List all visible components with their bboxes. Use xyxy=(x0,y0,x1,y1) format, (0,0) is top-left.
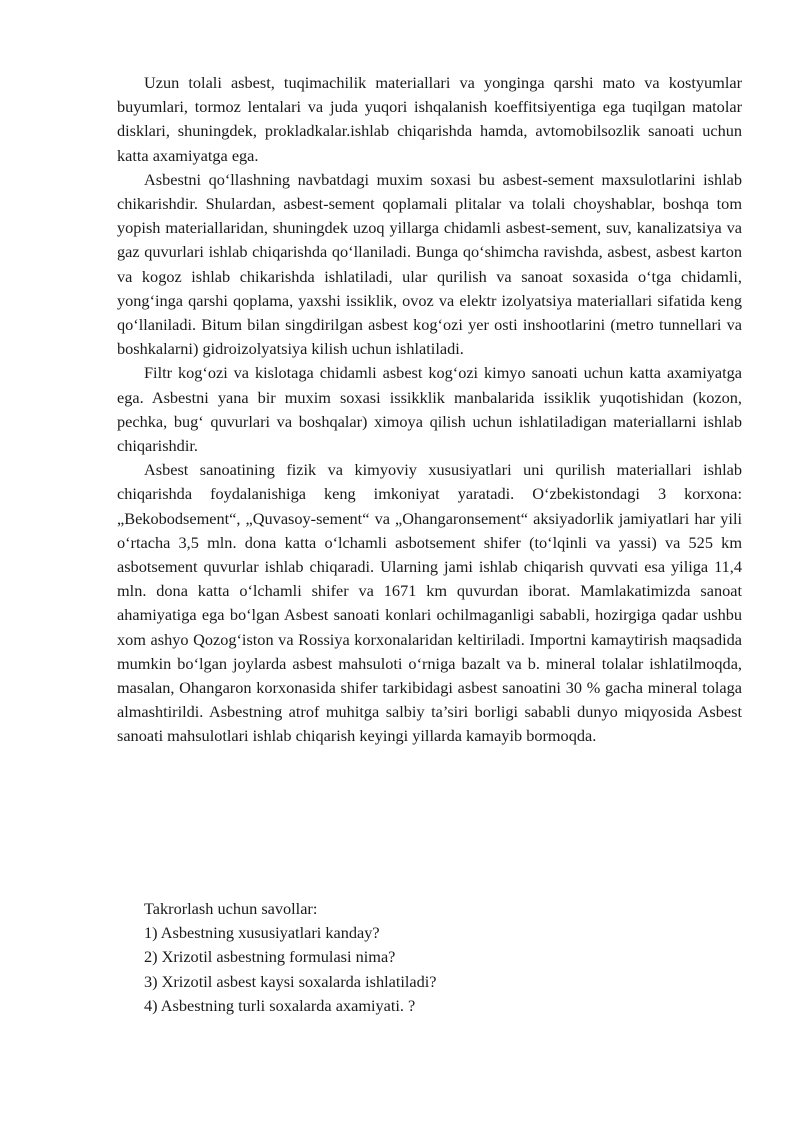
paragraph-4: Asbest sanoatining fizik va kimyoviy xususiyatlari uni qurilish materiallari ishlab chiqarishda foydalanishiga keng imkoniyat yaratadi. O‘zbekistondagi 3 korxona: „Bekobodsement“, „Quvasoy-sement“ va „Ohangaronsement“ aksiyadorlik jamiyatlari har yili o‘rtacha 3,5 mln. dona katta o‘lchamli asbotsement shifer (to‘lqinli va yassi) va 525 km asbotsement quvurlar ishlab chiqaradi. Ularning jami ishlab chiqarish quvvati esa yiliga 11,4 mln. dona katta o‘lchamli shifer va 1671 km quvurdan iborat. Mamlakatimizda sanoat ahamiyatiga ega bo‘lgan Asbest sanoati konlari ochilmaganligi sababli, hozirgiga qadar ushbu xom ashyo Qozog‘iston va Rossiya korxonalaridan keltiriladi. Importni kamaytirish maqsadida mumkin bo‘lgan joylarda asbest mahsuloti o‘rniga bazalt va b. mineral tolalar ishlatilmoqda, masalan, Ohangaron korxonasida shifer tarkibidagi asbest sanoatini 30 % gacha mineral tolaga almashtirildi. Asbestning atrof muhitga salbiy ta’siri borligi sababli dunyo miqyosida Asbest sanoati mahsulotlari ishlab chiqarish keyingi yillarda kamayib bormoqda. xyxy=(117,460,742,746)
question-item: 4) Asbestning turli soxalarda axamiyati. ? xyxy=(144,995,416,1015)
paragraph-2: Asbestni qo‘llashning navbatdagi muxim soxasi bu asbest-sement maxsulotlarini ishlab chikarishdir. Shulardan, asbest-sement qoplamali plitalar va tolali choyshablar, boshqa tom yopish materiallaridan, shuningdek uzoq yillarga chidamli asbest-sement, suv, kanalizatsiya va gaz quvurlari ishlab chiqarishda qo‘llaniladi. Bunga qo‘shimcha ravishda, asbest, asbest karton va kogoz ishlab chikarishda ishlatiladi, ular qurilish va sanoat soxasida o‘tga chidamli, yong‘inga qarshi qoplama, yaxshi issiklik, ovoz va elektr izolyatsiya materiallari sifatida keng qo‘llaniladi. Bitum bilan singdirilgan asbest kog‘ozi yer osti inshootlarini (metro tunnellari va boshkalarni) gidroizolyatsiya kilish uchun ishlatiladi. xyxy=(117,169,742,359)
paragraph-3: Filtr kog‘ozi va kislotaga chidamli asbest kog‘ozi kimyo sanoati uchun katta axamiyatga ega. Asbestni yana bir muxim soxasi issikklik manbalarida issiklik yuqotishidan (kozon, pechka, bug‘ quvurlari va boshqalar) ximoya qilish uchun ishlatiladigan materiallarni ishlab chiqarishdir. xyxy=(117,363,742,456)
paragraph-1: Uzun tolali asbest, tuqimachilik materiallari va yonginga qarshi mato va kostyumlar buyumlari, tormoz lentalari va juda yuqori ishqalanish koeffitsiyentiga ega tuqilgan matolar disklari, shuningdek, prokladkalar.ishlab chiqarishda hamda, avtomobilsozlik sanoati uchun katta axamiyatga ega. xyxy=(117,73,742,165)
review-questions xyxy=(144,897,744,1018)
question-item: 2) Xrizotil asbestning formulasi nima? xyxy=(144,947,396,967)
question-item: 3) Xrizotil asbest kaysi soxalarda ishlatiladi? xyxy=(144,971,437,991)
question-item: 1) Asbestning xususiyatlari kanday? xyxy=(144,923,380,943)
questions-heading: Takrorlash uchun savollar: xyxy=(144,899,318,918)
document-body xyxy=(117,71,742,749)
